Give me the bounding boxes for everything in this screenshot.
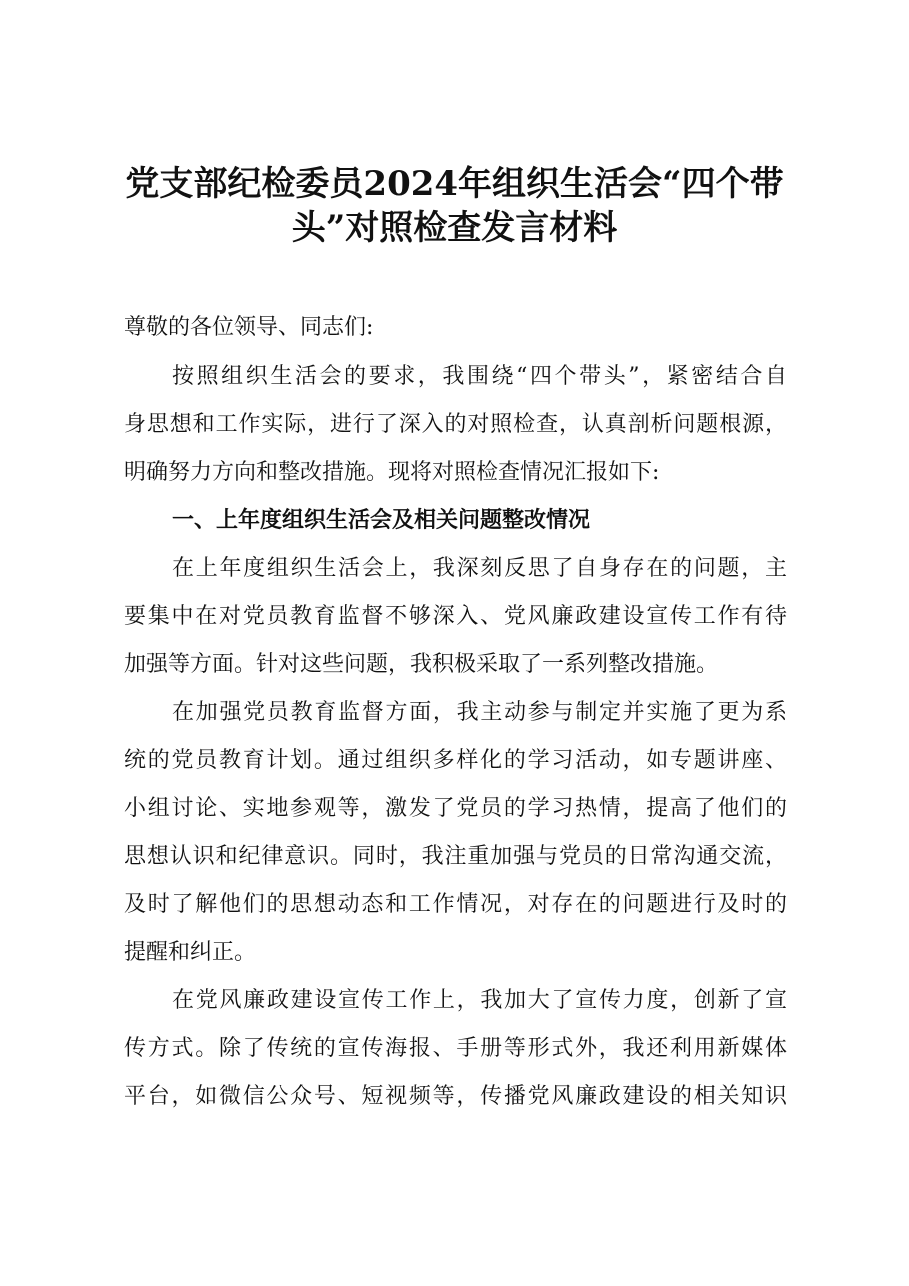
document-title-line-1: 党支部纪检委员2024年组织生活会“四个带 — [125, 164, 784, 204]
paragraph-line: 统的党员教育计划。通过组织多样化的学习活动，如专题讲座、 — [124, 748, 787, 773]
paragraph-line: 在党风廉政建设宣传工作上，我加大了宣传力度，创新了宣 — [172, 988, 787, 1013]
paragraph-line: 要集中在对党员教育监督不够深入、党风廉政建设宣传工作有待 — [124, 604, 787, 629]
paragraph-line: 提醒和纠正。 — [124, 940, 257, 965]
salutation: 尊敬的各位领导、同志们: — [124, 315, 374, 340]
paragraph-line: 明确努力方向和整改措施。现将对照检查情况汇报如下: — [124, 460, 660, 485]
paragraph-line: 加强等方面。针对这些问题，我积极采取了一系列整改措施。 — [124, 652, 719, 677]
paragraph-line: 在上年度组织生活会上，我深刻反思了自身存在的问题，主 — [172, 556, 787, 581]
paragraph-line: 平台，如微信公众号、短视频等，传播党风廉政建设的相关知识 — [124, 1084, 787, 1109]
paragraph-line: 及时了解他们的思想动态和工作情况，对存在的问题进行及时的 — [124, 892, 787, 917]
paragraph-line: 按照组织生活会的要求，我围绕“四个带头”，紧密结合自 — [172, 364, 787, 389]
paragraph-line: 小组讨论、实地参观等，激发了党员的学习热情，提高了他们的 — [124, 796, 787, 821]
document-title-line-2: 头”对照检查发言材料 — [291, 208, 618, 248]
paragraph-line: 在加强党员教育监督方面，我主动参与制定并实施了更为系 — [172, 700, 787, 725]
paragraph-line: 思想认识和纪律意识。同时，我注重加强与党员的日常沟通交流， — [124, 844, 787, 869]
paragraph-line: 身思想和工作实际，进行了深入的对照检查，认真剖析问题根源， — [124, 412, 787, 437]
paragraph-line: 传方式。除了传统的宣传海报、手册等形式外，我还利用新媒体 — [124, 1036, 787, 1061]
section-heading: 一、上年度组织生活会及相关问题整改情况 — [172, 508, 591, 533]
